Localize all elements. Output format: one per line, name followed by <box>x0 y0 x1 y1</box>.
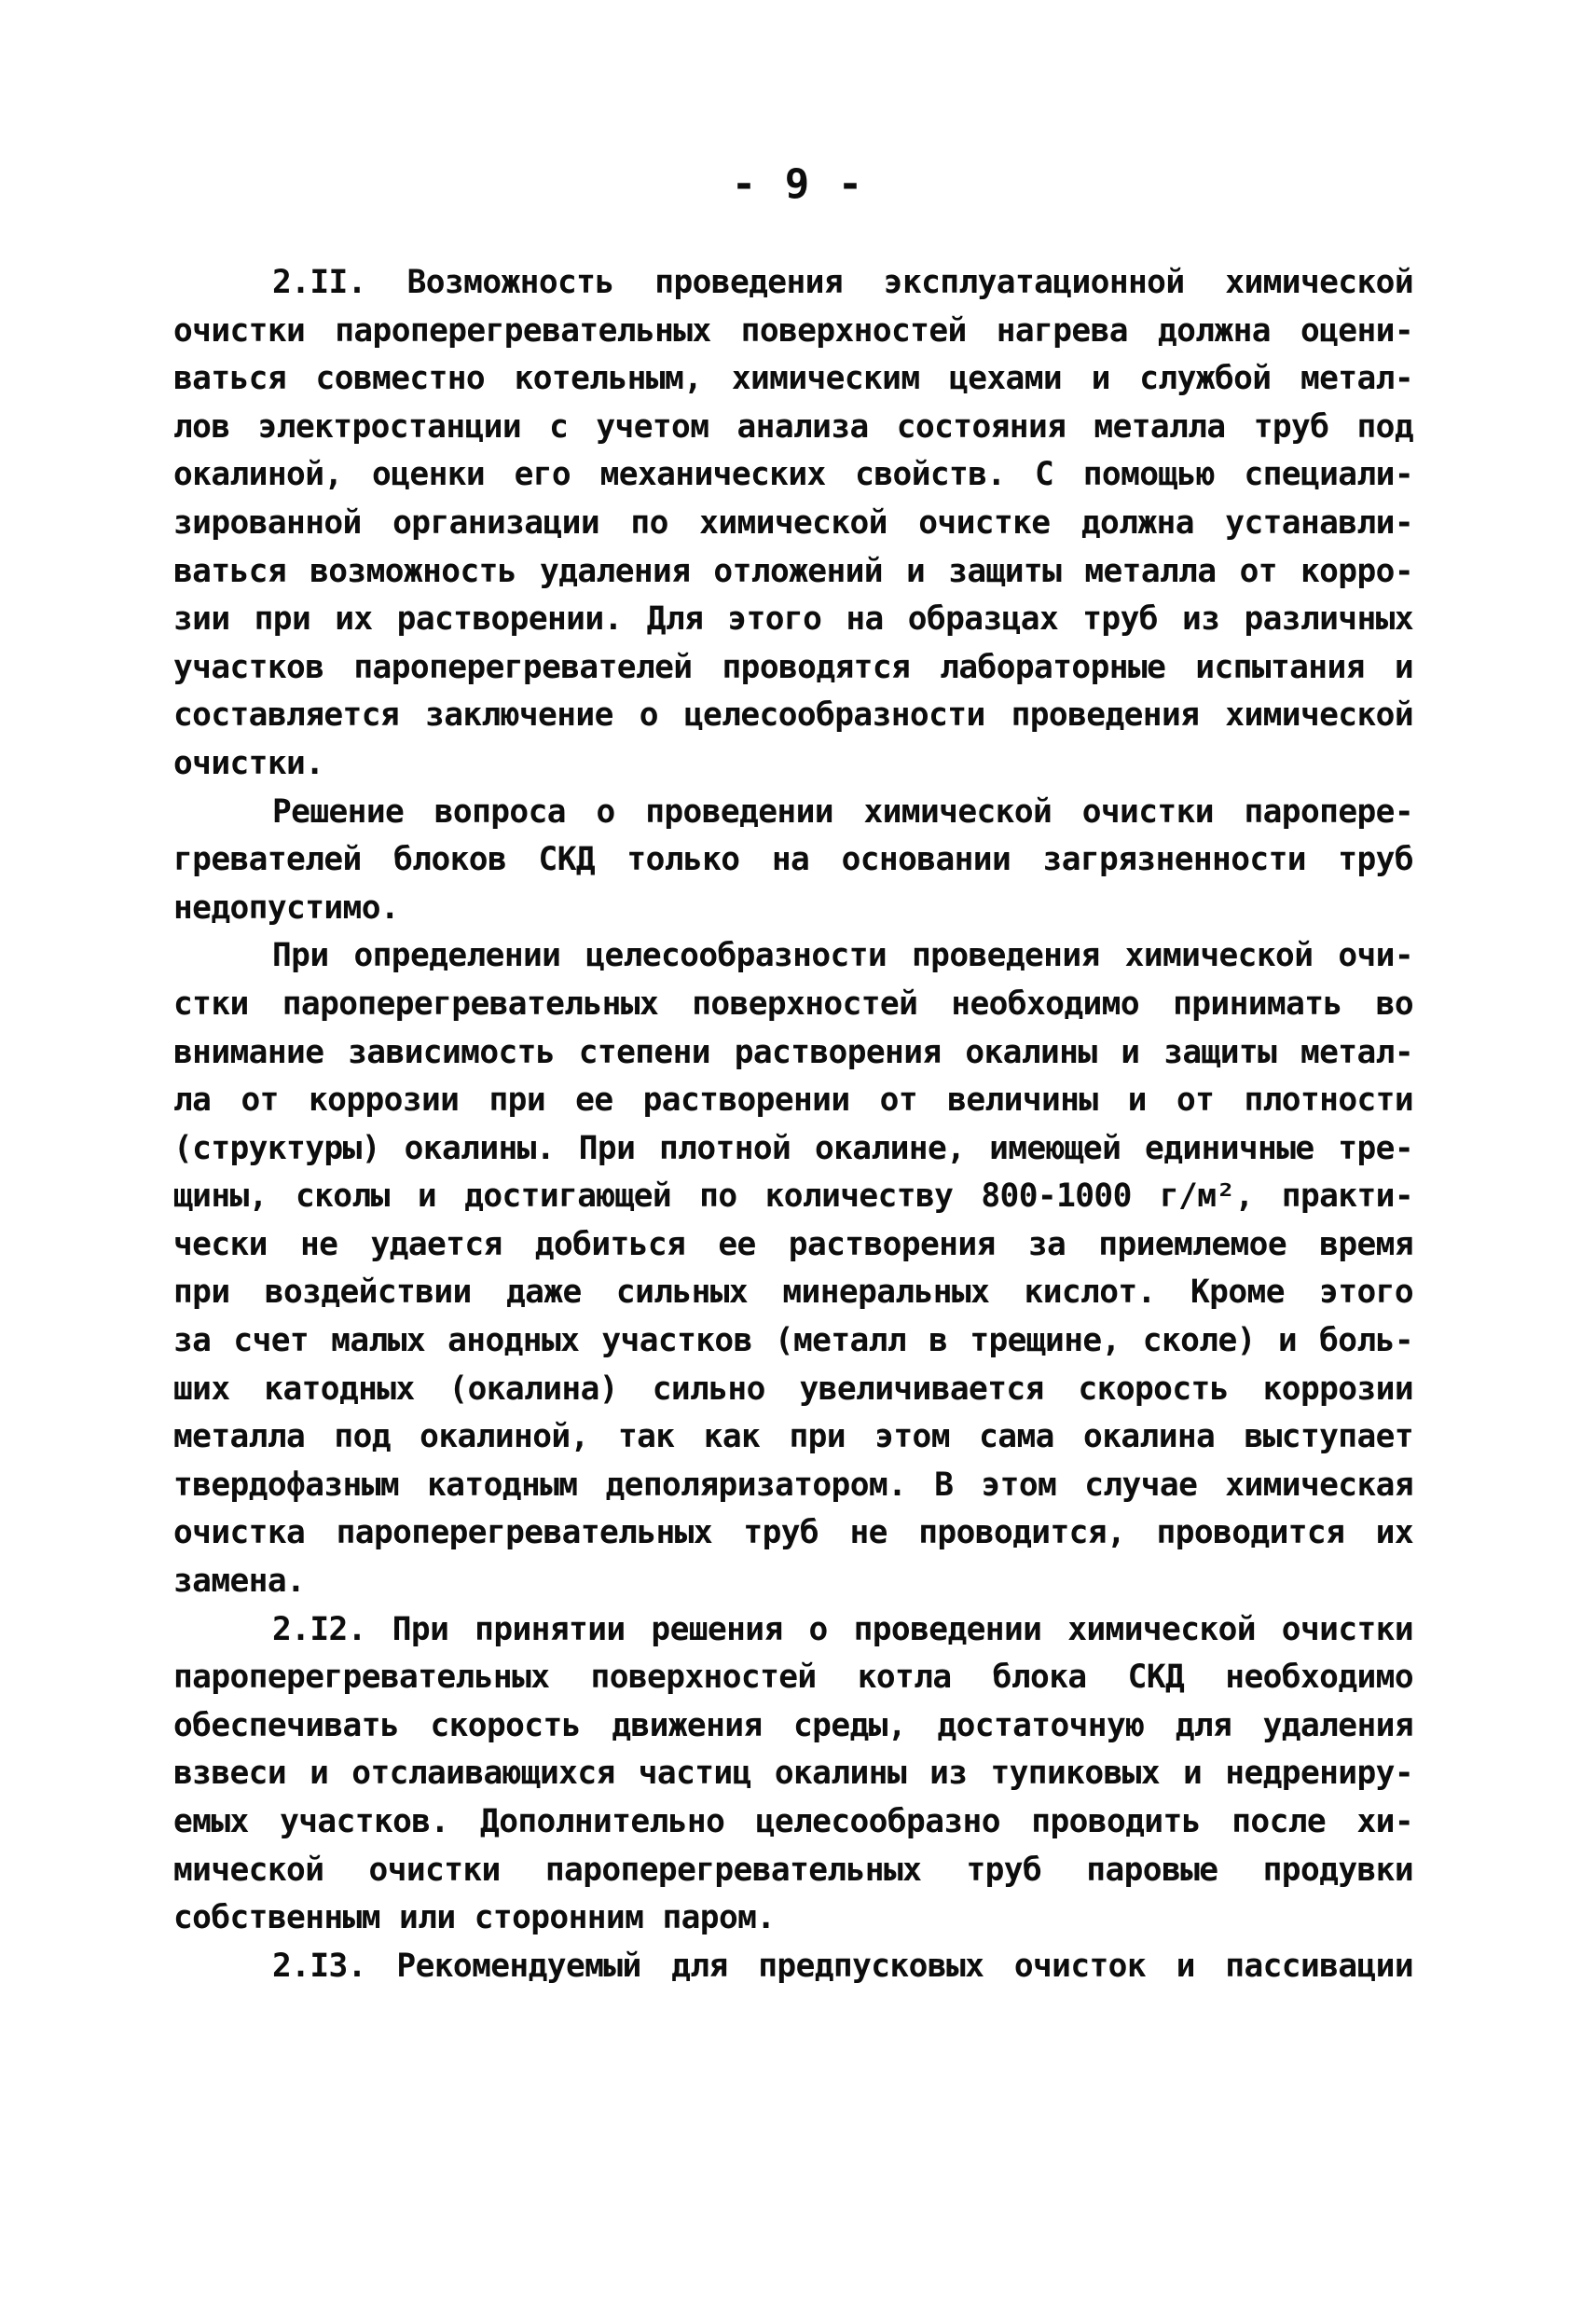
text-line: зированной организации по химической очистке должна устанавли- <box>173 503 1413 542</box>
text-line: металла под окалиной, так как при этом сама окалина выступает <box>173 1418 1413 1456</box>
text-line: мической очистки пароперегревательных труб паровые продувки <box>173 1851 1413 1889</box>
text-line: за счет малых анодных участков (металл в трещине, сколе) и боль- <box>173 1322 1413 1360</box>
text-line: 2.II. Возможность проведения эксплуатационной химической <box>272 264 1413 301</box>
text-line: Решение вопроса о проведении химической очистки паропере- <box>272 792 1413 831</box>
text-line: (структуры) окалины. При плотной окалине, имеющей единичные тре- <box>173 1129 1413 1167</box>
text-line: недопустимо. <box>173 888 400 927</box>
text-line: обеспечивать скорость движения среды, достаточную для удаления <box>173 1706 1413 1744</box>
text-line: ваться возможность удаления отложений и защиты металла от корро- <box>173 552 1413 590</box>
text-line: стки пароперегревательных поверхностей необходимо принимать во <box>173 984 1413 1023</box>
text-line: очистки пароперегревательных поверхностей нагрева должна оцени- <box>173 311 1413 350</box>
text-line: взвеси и отслаивающихся частиц окалины из тупиковых и недрениру- <box>173 1755 1413 1793</box>
text-line: При определении целесообразности проведения химической очи- <box>272 937 1413 975</box>
text-line: очистка пароперегревательных труб не проводится, проводится их <box>173 1514 1413 1552</box>
text-line: емых участков. Дополнительно целесообразно проводить после хи- <box>173 1803 1413 1840</box>
text-line: замена. <box>173 1563 306 1601</box>
text-line: гревателей блоков СКД только на основании загрязненности труб <box>173 841 1413 879</box>
text-line: зии при их растворении. Для этого на образцах труб из различных <box>173 600 1413 639</box>
text-line: 2.I2. При принятии решения о проведении химической очистки <box>272 1610 1413 1648</box>
text-line: чески не удается добиться ее растворения за приемлемое время <box>173 1225 1413 1263</box>
text-line: собственным или сторонним паром. <box>173 1899 776 1937</box>
text-line: пароперегревательных поверхностей котла блока СКД необходимо <box>173 1659 1413 1697</box>
text-line: составляется заключение о целесообразности проведения химической <box>173 696 1413 735</box>
document-body <box>173 259 1413 1990</box>
text-line: внимание зависимость степени растворения окалины и защиты метал- <box>173 1033 1413 1071</box>
text-line: очистки. <box>173 744 324 782</box>
text-line: ла от коррозии при ее растворении от величины и от плотности <box>173 1081 1413 1120</box>
text-line: лов электростанции с учетом анализа состояния металла труб под <box>173 407 1413 446</box>
text-line: ших катодных (окалина) сильно увеличивается скорость коррозии <box>173 1370 1413 1408</box>
text-line: щины, сколы и достигающей по количеству 800-1000 г/м², практи- <box>173 1177 1413 1216</box>
text-line: при воздействии даже сильных минеральных кислот. Кроме этого <box>173 1274 1413 1312</box>
text-line: 2.I3. Рекомендуемый для предпусковых очисток и пассивации <box>272 1947 1413 1985</box>
page-number: - 9 - <box>731 160 865 208</box>
text-line: твердофазным катодным деполяризатором. В этом случае химическая <box>173 1466 1413 1504</box>
text-line: участков пароперегревателей проводятся лабораторные испытания и <box>173 648 1413 686</box>
text-line: ваться совместно котельным, химическим цехами и службой метал- <box>173 360 1413 398</box>
text-line: окалиной, оценки его механических свойств. С помощью специали- <box>173 456 1413 494</box>
